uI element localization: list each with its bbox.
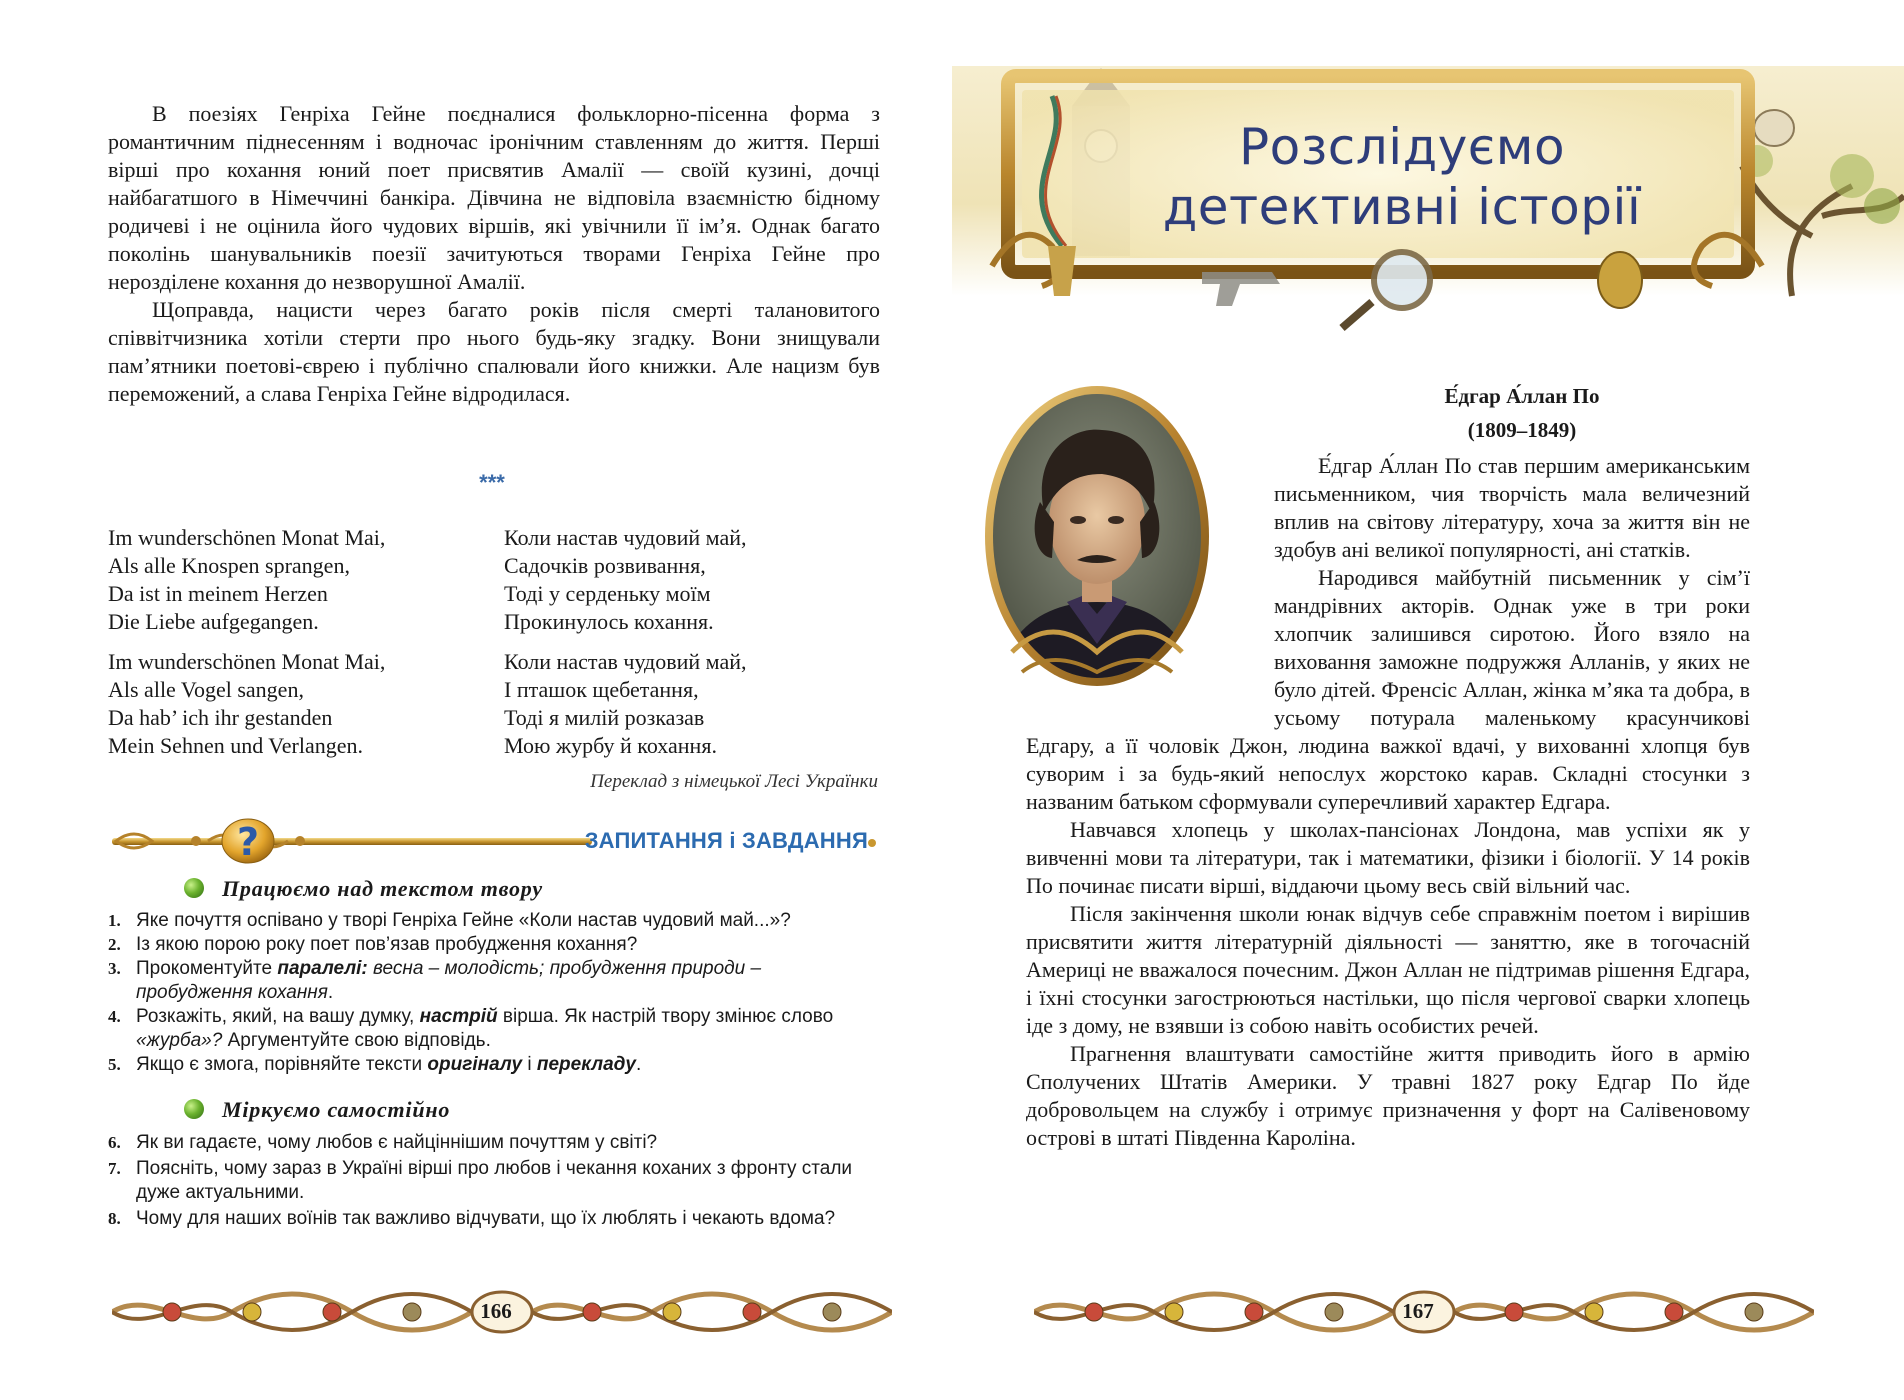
- question-text: настрій: [419, 1006, 498, 1027]
- paragraph: Навчався хлопець у школах-пансіонах Лондона, мав успіхи як у вивченні мови та літератури, так і математики, фізики і біології. У 14 років По починає писати вірші, віддаючи цьому весь свій вільний час.: [1026, 817, 1750, 898]
- question-number: 5.: [108, 1055, 121, 1074]
- question-number: 6.: [108, 1133, 121, 1152]
- question-item: [108, 957, 878, 1005]
- poem-line: Тоді у серденьку моїм: [504, 581, 711, 606]
- question-item: [108, 1157, 878, 1205]
- section-heading-text: Міркуємо самостійно: [222, 1097, 451, 1122]
- border-ornament: [743, 1303, 761, 1321]
- section-heading: [222, 876, 543, 902]
- border-ornament: [1165, 1303, 1183, 1321]
- question-item: [108, 909, 878, 933]
- question-number: 3.: [108, 959, 121, 978]
- question-text: паралелі:: [277, 958, 368, 979]
- question-text: весна – молодість; пробудження природи – пробудження кохання: [136, 958, 762, 1003]
- poem-line: Da hab’ ich ihr gestanden: [108, 705, 333, 730]
- biography-text: [1026, 452, 1750, 1152]
- banner-illustration: [952, 66, 1904, 354]
- question-text: Аргументуйте свою відповідь.: [222, 1030, 491, 1051]
- poem-line: Als alle Vogel sangen,: [108, 677, 304, 702]
- questions-title: ЗАПИТАННЯ і ЗАВДАННЯ: [584, 828, 868, 853]
- question-text: перекладу: [536, 1054, 636, 1075]
- svg-text:?: ?: [236, 820, 260, 864]
- border-ornament: [1745, 1303, 1763, 1321]
- author-dates: (1809–1849): [1467, 418, 1577, 442]
- paragraph: В поезіях Генріха Гейне поєдналися фольклорно-пісенна форма з романтичним піднесенням і водночас іронічним ставленням до життя. Перші вірші про кохання юний поет присвятив Амалії — своїй кузині, дочці найбагатшого в Німеччині банкіра. Дівчина не відповіла взаємністю бідному родичеві і не оцінила його чудових віршів, які увічнили її ім’я. Однак багато поколінь шанувальників поезії зачитуються творами Генріха Гейне про нерозділене кохання до незворушної Амалії.: [108, 101, 880, 294]
- poem-line: Die Liebe aufgegangen.: [108, 609, 319, 634]
- question-text: Як ви гадаєте, чому любов є найціннішим почуттям у світі?: [136, 1132, 658, 1153]
- question-number: 7.: [108, 1159, 121, 1178]
- paragraph: Народився майбутній письменник у сім’ї мандрівних акторів. Однак уже в три роки хлопчик залишився сиротою. Його взяло на виховання заможне подружжя Алланів, у яких не було дітей. Френсіс Аллан, жінка м’яка та добра, в усьому потурала маленькому красунчикові Едгару, а її чоловік Джон, людина важкої вдачі, у вихованні хлопця був суворим і за будь-який непослух жорстоко карав. Складні стосунки з названим батьком сформували суперечливий характер Едгара.: [1026, 565, 1750, 814]
- question-text: Яке почуття оспівано у творі Генріха Гейне «Коли настав чудовий май...»?: [136, 910, 791, 931]
- poem-line: Da ist in meinem Herzen: [108, 581, 328, 606]
- page-number: 167: [1402, 1299, 1434, 1323]
- question-text: і: [522, 1054, 537, 1075]
- border-ornament: [1665, 1303, 1683, 1321]
- question-text: Прокоментуйте: [136, 958, 278, 979]
- question-item: [108, 1131, 878, 1155]
- question-number: 4.: [108, 1007, 121, 1026]
- section-heading-text: Працюємо над текстом твору: [222, 876, 543, 901]
- paragraph: Прагнення влаштувати самостійне життя приводить його в армію Сполучених Штатів Америки. У травні 1827 року Едгар По йде добровольцем на службу і отримує призначення у форт на Салівеновому острові в штаті Південна Кароліна.: [1026, 1041, 1750, 1150]
- question-number: 8.: [108, 1209, 121, 1228]
- poem-line: Im wunderschönen Monat Mai,: [108, 649, 386, 674]
- poem-translation-column: [504, 648, 884, 760]
- poem-line: Als alle Knospen sprangen,: [108, 553, 350, 578]
- intro-text: [108, 100, 880, 408]
- border-ornament: [663, 1303, 681, 1321]
- page-number: 166: [480, 1299, 512, 1323]
- portrait-spacer: [1026, 452, 1274, 732]
- right-page: [952, 0, 1904, 1400]
- question-text: Чому для наших воїнів так важливо відчувати, що їх люблять і чекають вдома?: [136, 1208, 836, 1229]
- poem-line: Мою журбу й кохання.: [504, 733, 717, 758]
- border-ornament: [1585, 1303, 1603, 1321]
- question-number: 2.: [108, 935, 121, 954]
- paragraph: Після закінчення школи юнак відчув себе справжнім поетом і вирішив присвятити життя літературній діяльності — заняттю, яке в тогочасній Америці не вважалося почесним. Джон Аллан не підтримав рішення Едгара, і їхні стосунки загострюються настільки, що після чергової сварки хлопець іде з дому, не взявши із собою навіть особистих речей.: [1026, 901, 1750, 1038]
- question-number: 1.: [108, 911, 121, 930]
- poem-line: Mein Sehnen und Verlangen.: [108, 733, 363, 758]
- question-item: [108, 1005, 878, 1053]
- question-text: .: [636, 1054, 642, 1075]
- paragraph: Щоправда, нацисти через багато років після смерті талановитого співвітчизника хотіли стерти про нього будь-яку згадку. Вони знищували пам’ятники поетові-єврею і публічно спалювали його книжки. Але нацизм був переможений, а слава Генріха Гейне відродилася.: [108, 297, 880, 406]
- question-item: [108, 1053, 878, 1077]
- banner-title: детективні історії: [1162, 178, 1642, 236]
- green-bullet-icon: [184, 878, 204, 898]
- border-ornament: [1245, 1303, 1263, 1321]
- banner-title: Розслідуємо: [1238, 118, 1566, 176]
- section-heading: [222, 1097, 450, 1123]
- poem-line: Прокинулось кохання.: [504, 609, 714, 634]
- question-text: «журба»?: [136, 1030, 223, 1051]
- section-separator: ***: [479, 470, 505, 495]
- border-ornament: [403, 1303, 421, 1321]
- poem-translation-column: [504, 524, 884, 636]
- paragraph: Е́дгар А́ллан По став першим американським письменником, чия творчість мала величезний вплив на світову літературу, хоча за життя він не здобув ані великої популярності, ані статків.: [1274, 453, 1750, 562]
- border-ornament: [163, 1303, 181, 1321]
- poem-line: Коли настав чудовий май,: [504, 525, 747, 550]
- questions-header: [108, 815, 878, 867]
- border-ornament: [323, 1303, 341, 1321]
- poem-line: Коли настав чудовий май,: [504, 649, 747, 674]
- question-list: [108, 909, 878, 1077]
- question-text: Розкажіть, який, на вашу думку,: [136, 1006, 420, 1027]
- green-bullet-icon: [184, 1099, 204, 1119]
- poem-original-column: [108, 524, 488, 636]
- question-text: Із якою порою року поет пов’язав пробудження кохання?: [136, 934, 638, 955]
- question-text: .: [327, 982, 334, 1003]
- translation-credit: Переклад з німецької Лесі Українки: [590, 771, 878, 792]
- poem-original-column: [108, 648, 488, 760]
- border-ornament: [1505, 1303, 1523, 1321]
- question-item: [108, 933, 878, 957]
- question-text: Якщо є змога, порівняйте тексти: [136, 1054, 428, 1075]
- border-ornament: [1085, 1303, 1103, 1321]
- poem-line: Тоді я милій розказав: [504, 705, 705, 730]
- poem-line: Садочків розвивання,: [504, 553, 706, 578]
- poem-line: Im wunderschönen Monat Mai,: [108, 525, 386, 550]
- question-item: [108, 1207, 878, 1231]
- author-name: Е́дгар А́ллан По: [1444, 384, 1600, 408]
- question-text: оригіналу: [427, 1054, 523, 1075]
- border-ornament: [1325, 1303, 1343, 1321]
- question-text: Поясніть, чому зараз в Україні вірші про любов і чекання коханих з фронту стали дуже актуальними.: [136, 1158, 853, 1203]
- border-ornament: [243, 1303, 261, 1321]
- question-list: [108, 1131, 878, 1231]
- border-ornament: [583, 1303, 601, 1321]
- question-text: вірша. Як настрій твору змінює слово: [497, 1006, 834, 1027]
- poem-line: І пташок щебетання,: [504, 677, 699, 702]
- border-ornament: [823, 1303, 841, 1321]
